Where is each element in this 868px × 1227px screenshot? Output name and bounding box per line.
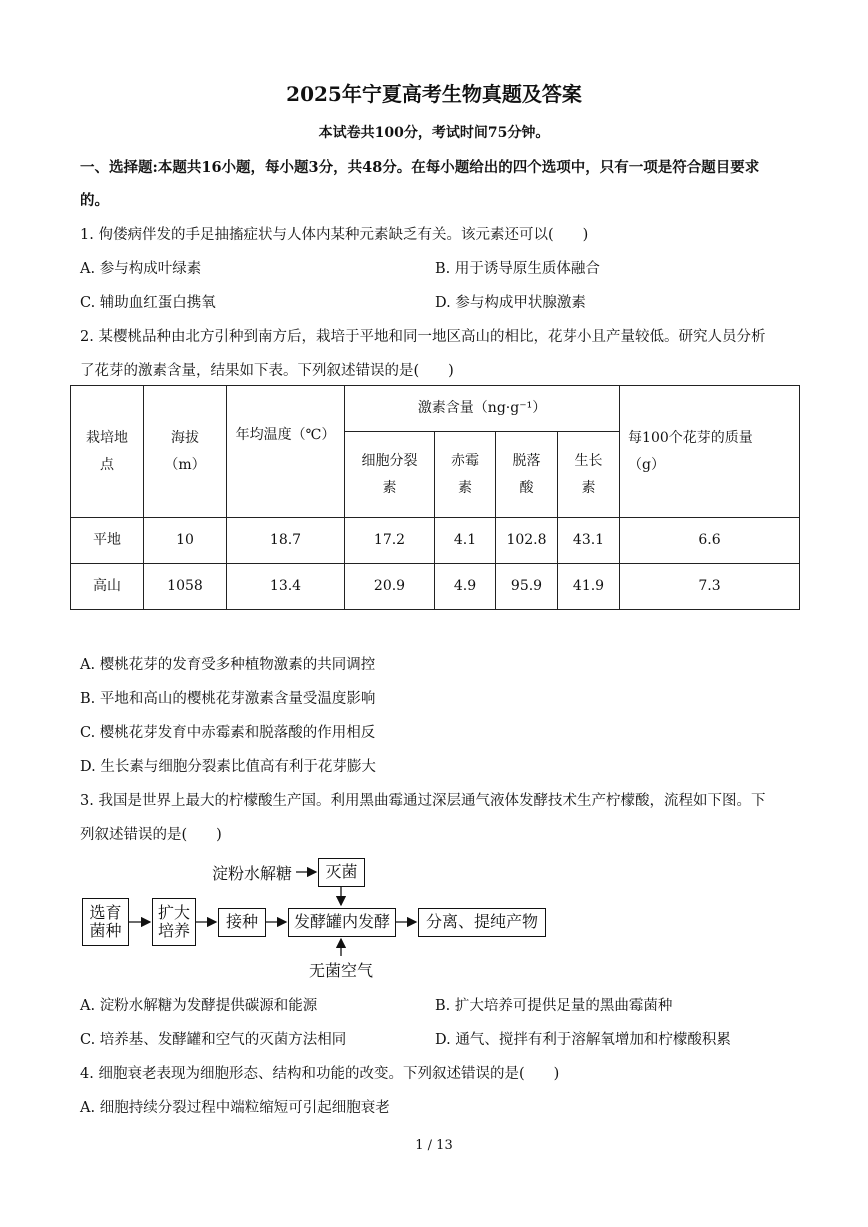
header-temperature: 年均温度（℃） [227, 386, 345, 518]
sterilize-box: 灭菌 [318, 858, 365, 887]
q3-option-b: B. 扩大培养可提供足量的黑曲霉菌种 [435, 998, 673, 1014]
q1-option-c: C. 辅助血红蛋白携氧 [80, 295, 216, 311]
table-cell: 4.1 [435, 518, 496, 564]
select-strain-box: 选育 菌种 [82, 898, 129, 946]
table-cell: 17.2 [345, 518, 435, 564]
q1-option-d: D. 参与构成甲状腺激素 [435, 295, 586, 311]
header-cytokinin: 细胞分裂 素 [345, 432, 435, 518]
header-altitude: 海拔 （m） [144, 386, 227, 518]
table-cell: 102.8 [496, 518, 558, 564]
table-cell: 95.9 [496, 564, 558, 610]
table-cell: 41.9 [558, 564, 620, 610]
table-cell: 平地 [71, 518, 144, 564]
q1-option-b: B. 用于诱导原生质体融合 [435, 261, 600, 277]
table-cell: 4.9 [435, 564, 496, 610]
header-gibberellin: 赤霉 素 [435, 432, 496, 518]
q2-option-d: D. 生长素与细胞分裂素比值高有利于花芽膨大 [80, 759, 376, 775]
q2-option-a: A. 樱桃花芽的发育受多种植物激素的共同调控 [80, 657, 376, 673]
table-cell: 1058 [144, 564, 227, 610]
starch-hydrolysate-label: 淀粉水解糖 [212, 864, 293, 883]
q4-stem: 4. 细胞衰老表现为细胞形态、结构和功能的改变。下列叙述错误的是( ) [80, 1066, 560, 1082]
table-cell: 7.3 [620, 564, 800, 610]
q2-stem: 2. 某樱桃品种由北方引种到南方后，栽培于平地和同一地区高山的相比，花芽小且产量较低。研究人员分析 [80, 329, 766, 345]
q1-option-a: A. 参与构成叶绿素 [80, 261, 202, 277]
expand-culture-box: 扩大 培养 [152, 898, 196, 946]
page-number: 1 / 13 [415, 1138, 453, 1153]
header-auxin: 生长 素 [558, 432, 620, 518]
fermentation-box: 发酵罐内发酵 [288, 908, 396, 937]
table-cell: 20.9 [345, 564, 435, 610]
header-abscisic-acid: 脱落 酸 [496, 432, 558, 518]
q3-option-d: D. 通气、搅拌有利于溶解氧增加和柠檬酸积累 [435, 1032, 731, 1048]
table-cell: 13.4 [227, 564, 345, 610]
q2-option-b: B. 平地和高山的樱桃花芽激素含量受温度影响 [80, 691, 376, 707]
table-cell: 10 [144, 518, 227, 564]
section-heading: 一、选择题:本题共16小题，每小题3分，共48分。在每小题给出的四个选项中，只有一项是符合题目要求 [80, 159, 760, 176]
q1-stem: 1. 佝偻病伴发的手足抽搐症状与人体内某种元素缺乏有关。该元素还可以( ) [80, 227, 589, 243]
header-mass: 每100个花芽的质量 （g） [620, 386, 800, 518]
inoculate-box: 接种 [218, 908, 266, 937]
q3-option-c: C. 培养基、发酵罐和空气的灭菌方法相同 [80, 1032, 347, 1048]
table-cell: 6.6 [620, 518, 800, 564]
header-hormone: 激素含量（ng·g⁻¹） [345, 386, 620, 432]
section-heading-cont: 的。 [80, 192, 109, 209]
q4-option-a: A. 细胞持续分裂过程中端粒缩短可引起细胞衰老 [80, 1100, 390, 1116]
table-cell: 43.1 [558, 518, 620, 564]
q3-option-a: A. 淀粉水解糖为发酵提供碳源和能源 [80, 998, 318, 1014]
q3-stem: 3. 我国是世界上最大的柠檬酸生产国。利用黑曲霉通过深层通气液体发酵技术生产柠檬酸，流程如下图。下 [80, 793, 766, 809]
separation-box: 分离、提纯产物 [418, 908, 546, 937]
q3-stem-cont: 列叙述错误的是( ) [80, 827, 222, 843]
exam-info: 本试卷共100分，考试时间75分钟。 [318, 125, 550, 141]
sterile-air-label: 无菌空气 [309, 961, 374, 980]
q2-option-c: C. 樱桃花芽发育中赤霉素和脱落酸的作用相反 [80, 725, 376, 741]
q2-stem-cont: 了花芽的激素含量，结果如下表。下列叙述错误的是( ) [80, 363, 454, 379]
header-site: 栽培地 点 [71, 386, 144, 518]
table-cell: 18.7 [227, 518, 345, 564]
table-cell: 高山 [71, 564, 144, 610]
page-title: 2025年宁夏高考生物真题及答案 [286, 82, 582, 106]
